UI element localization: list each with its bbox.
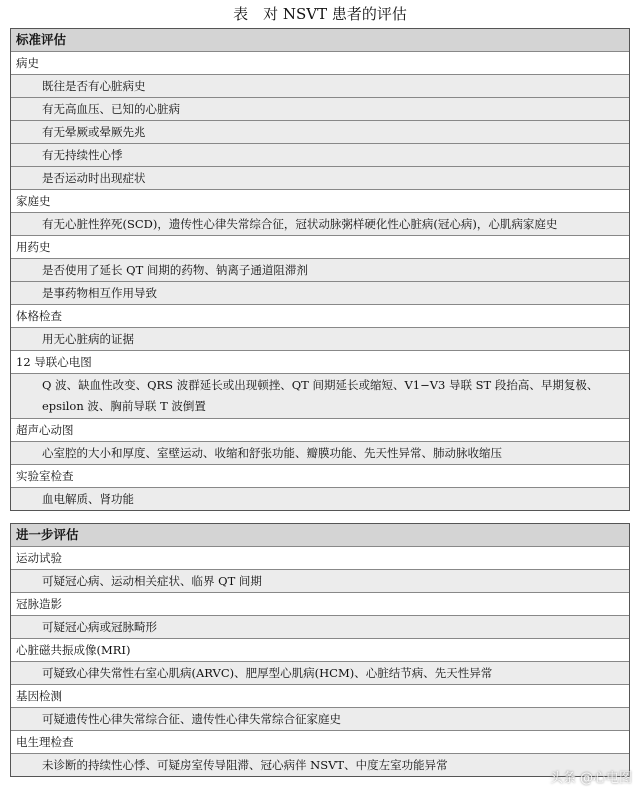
- item-row: 用无心脏病的证据: [11, 328, 629, 351]
- category-row: 病史: [11, 52, 629, 75]
- item-row: 血电解质、肾功能: [11, 488, 629, 510]
- category-row: 用药史: [11, 236, 629, 259]
- item-row: Q 波、缺血性改变、QRS 波群延长或出现顿挫、QT 间期延长或缩短、V1−V3 导联 ST 段抬高、早期复极、epsilon 波、胸前导联 T 波倒置: [11, 374, 629, 419]
- further-assessment-table: [10, 523, 630, 777]
- category-row: 12 导联心电图: [11, 351, 629, 374]
- item-row: 有无持续性心悸: [11, 144, 629, 167]
- item-row: 可疑遗传性心律失常综合征、遗传性心律失常综合征家庭史: [11, 708, 629, 731]
- item-row: 是事药物相互作用导致: [11, 282, 629, 305]
- item-row: 有无心脏性猝死(SCD)，遗传性心律失常综合征，冠状动脉粥样硬化性心脏病(冠心病)，心肌病家庭史: [11, 213, 629, 236]
- item-row: 有无晕厥或晕厥先兆: [11, 121, 629, 144]
- standard-assessment-table: [10, 28, 630, 511]
- category-row: 家庭史: [11, 190, 629, 213]
- item-row: 是否使用了延长 QT 间期的药物、钠离子通道阻滞剂: [11, 259, 629, 282]
- category-row: 冠脉造影: [11, 593, 629, 616]
- category-row: 运动试验: [11, 547, 629, 570]
- page-title: 表 对 NSVT 患者的评估: [233, 5, 407, 23]
- category-row: 电生理检查: [11, 731, 629, 754]
- category-row: 心脏磁共振成像(MRI): [11, 639, 629, 662]
- category-row: 实验室检查: [11, 465, 629, 488]
- table-header: 标准评估: [11, 29, 629, 52]
- item-row: 既往是否有心脏病史: [11, 75, 629, 98]
- item-row: 可疑冠心病、运动相关症状、临界 QT 间期: [11, 570, 629, 593]
- watermark: 头条 @心电图: [549, 771, 632, 786]
- item-row: 是否运动时出现症状: [11, 167, 629, 190]
- item-row: 心室腔的大小和厚度、室壁运动、收缩和舒张功能、瓣膜功能、先天性异常、肺动脉收缩压: [11, 442, 629, 465]
- item-row: 可疑致心律失常性右室心肌病(ARVC)、肥厚型心肌病(HCM)、心脏结节病、先天性异常: [11, 662, 629, 685]
- item-row: 有无高血压、已知的心脏病: [11, 98, 629, 121]
- item-row: 可疑冠心病或冠脉畸形: [11, 616, 629, 639]
- category-row: 超声心动图: [11, 419, 629, 442]
- category-row: 体格检查: [11, 305, 629, 328]
- item-row: 未诊断的持续性心悸、可疑房室传导阻滞、冠心病伴 NSVT、中度左室功能异常: [11, 754, 629, 776]
- table-header: 进一步评估: [11, 524, 629, 547]
- category-row: 基因检测: [11, 685, 629, 708]
